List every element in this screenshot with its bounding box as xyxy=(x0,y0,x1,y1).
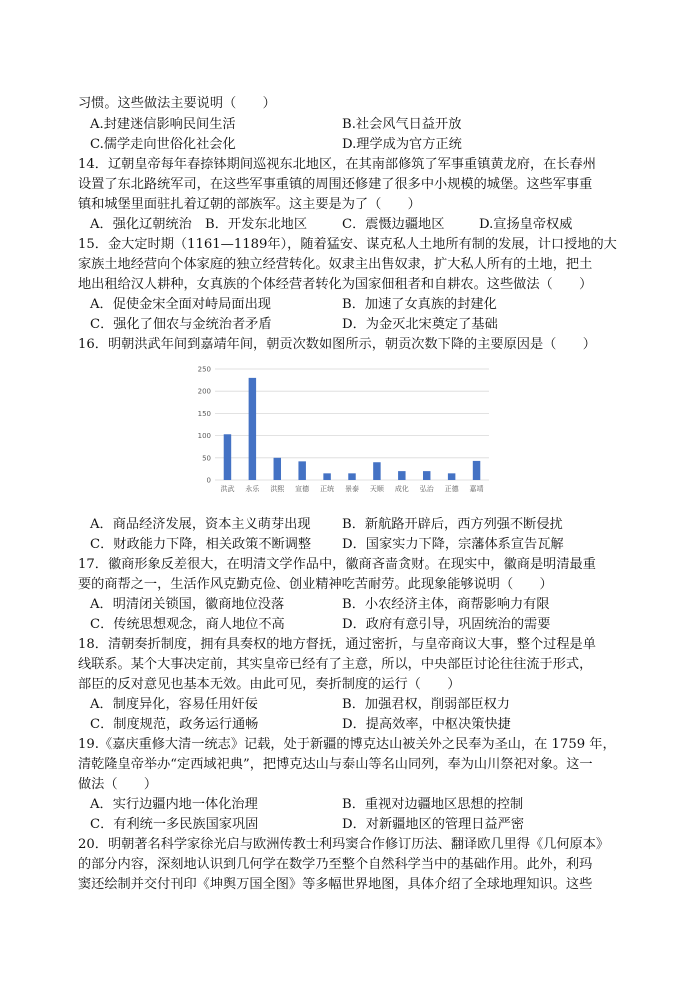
y-tick-label: 200 xyxy=(197,387,211,396)
y-tick-label: 50 xyxy=(202,454,211,463)
x-tick-label: 永乐 xyxy=(245,485,260,493)
q15-option-d: D．为金灭北宋奠定了基础 xyxy=(342,317,498,332)
tribute-bar-chart xyxy=(193,363,493,503)
bar xyxy=(448,473,455,480)
x-tick-label: 宣德 xyxy=(295,485,310,493)
q18-option-a: A．制度异化，容易任用奸佞 xyxy=(90,697,258,712)
q14-stem-line: 14．辽朝皇帝每年春捺钵期间巡视东北地区，在其南部修筑了军事重镇黄龙府，在长春州 xyxy=(78,157,596,172)
bar xyxy=(423,471,430,480)
q19-option-a: A．实行边疆内地一体化治理 xyxy=(90,797,258,812)
q14-option-c: C．震慑边疆地区 xyxy=(342,217,445,232)
bar xyxy=(323,473,330,480)
bar xyxy=(398,471,405,480)
q18-stem-line: 线联系。某个大事决定前，其实皇帝已经有了主意，所以，中央部臣讨论往往流于形式， xyxy=(78,657,593,672)
q15-stem-line: 15．金大定时期（1161—1189年），随着猛安、谋克私人土地所有制的发展，计口授地的大 xyxy=(78,237,617,252)
bar xyxy=(473,461,480,480)
q16-option-c: C．财政能力下降，相关政策不断调整 xyxy=(90,537,312,552)
q19-option-d: D．对新疆地区的管理日益严密 xyxy=(342,817,525,832)
q16-option-b: B．新航路开辟后，西方列强不断侵扰 xyxy=(342,517,563,532)
bar xyxy=(224,434,231,480)
q18-option-d: D．提高效率，中枢决策快捷 xyxy=(342,717,511,732)
q15-stem-line: 地出租给汉人耕种，女真族的个体经营者转化为国家佃租者和自耕农。这些做法（ ） xyxy=(78,277,593,292)
q16-option-a: A．商品经济发展，资本主义萌芽出现 xyxy=(90,517,311,532)
q19-stem-line: 19.《嘉庆重修大清一统志》记载，处于新疆的博克达山被关外之民奉为圣山，在 1759 年， xyxy=(78,737,616,752)
x-tick-label: 正统 xyxy=(320,485,335,493)
bar xyxy=(373,462,380,480)
q17-stem-line: 要的商帮之一，生活作风克勤克俭、创业精神吃苦耐劳。此现象能够说明（ ） xyxy=(78,577,553,592)
q18-stem-line: 18．清朝奏折制度，拥有具奏权的地方督抚，通过密折，与皇帝商议大事，整个过程是单 xyxy=(78,637,596,652)
q14-stem-line: 设置了东北路统军司，在这些军事重镇的周围还修建了很多中小规模的城堡。这些军事重 xyxy=(78,177,593,192)
y-tick-label: 0 xyxy=(206,476,211,485)
q14-option-b: B．开发东北地区 xyxy=(205,217,308,232)
x-tick-label: 景泰 xyxy=(345,485,359,493)
x-tick-label: 成化 xyxy=(394,485,409,493)
q19-option-c: C．有利统一多民族国家巩固 xyxy=(90,817,259,832)
q13-stem-tail: 习惯。这些做法主要说明（ ） xyxy=(78,96,276,111)
q20-stem-line: 20．明朝著名科学家徐光启与欧洲传教士利玛窦合作修订历法、翻译欧几里得《几何原本》 xyxy=(78,837,610,852)
q16-option-d: D．国家实力下降，宗藩体系宣告瓦解 xyxy=(342,537,564,552)
q19-stem-line: 清乾隆皇帝举办“定西域祀典”，把博克达山与泰山等名山同列，奉为山川祭祀对象。这一 xyxy=(78,757,593,772)
q16-stem-line: 16．明朝洪武年间到嘉靖年间，朝贡次数如图所示，朝贡次数下降的主要原因是（ ） xyxy=(78,337,596,352)
bar xyxy=(249,378,256,480)
q20-stem-line: 的部分内容，深刻地认识到几何学在数学乃至整个自然科学当中的基础作用。此外，利玛 xyxy=(78,857,593,872)
q15-option-c: C．强化了佃农与金统治者矛盾 xyxy=(90,317,272,332)
x-tick-label: 洪熙 xyxy=(270,485,285,493)
q13-option-d: D.理学成为官方正统 xyxy=(342,137,462,152)
q18-option-c: C．制度规范，政务运行通畅 xyxy=(90,717,259,732)
q15-option-a: A．促使金宋全面对峙局面出现 xyxy=(90,297,271,312)
q19-stem-line: 做法（ ） xyxy=(78,777,158,792)
y-tick-label: 250 xyxy=(197,365,211,374)
bar xyxy=(274,458,281,480)
y-tick-label: 100 xyxy=(197,432,211,441)
q20-stem-line: 窦还绘制并交付刊印《坤舆万国全图》等多幅世界地图，具体介绍了全球地理知识。这些 xyxy=(78,877,593,892)
q13-option-a: A.封建迷信影响民间生活 xyxy=(90,117,236,132)
x-tick-label: 洪武 xyxy=(220,485,235,493)
q19-option-b: B．重视对边疆地区思想的控制 xyxy=(342,797,524,812)
q14-stem-line: 镇和城堡里面驻扎着辽朝的部族军。这主要是为了（ ） xyxy=(78,197,421,212)
q15-option-b: B．加速了女真族的封建化 xyxy=(342,297,497,312)
y-tick-label: 150 xyxy=(197,409,211,418)
q17-option-d: D．政府有意引导，巩固统治的需要 xyxy=(342,617,551,632)
x-tick-label: 天顺 xyxy=(369,485,384,493)
q18-option-b: B．加强君权，削弱部臣权力 xyxy=(342,697,510,712)
q14-option-d: D.宣扬皇帝权威 xyxy=(479,217,573,232)
q13-option-c: C.儒学走向世俗化社会化 xyxy=(90,137,236,152)
q13-option-b: B.社会风气日益开放 xyxy=(342,117,462,132)
q17-stem-line: 17．徽商形象反差很大，在明清文学作品中，徽商吝啬贪财。在现实中，徽商是明清最重 xyxy=(78,557,596,572)
q17-option-c: C．传统思想观念，商人地位不高 xyxy=(90,617,285,632)
q15-stem-line: 家族土地经营向个体家庭的独立经营转化。奴隶主出售奴隶，扩大私人所有的土地，把土 xyxy=(78,257,593,272)
x-tick-label: 正德 xyxy=(444,485,459,493)
bar xyxy=(348,473,355,480)
bar xyxy=(298,461,305,480)
q18-stem-line: 部臣的反对意见也基本无效。由此可见，奏折制度的运行（ ） xyxy=(78,677,461,692)
q17-option-a: A．明清闭关锁国，徽商地位没落 xyxy=(90,597,285,612)
q17-option-b: B．小农经济主体，商帮影响力有限 xyxy=(342,597,550,612)
q14-option-a: A．强化辽朝统治 xyxy=(90,217,192,232)
x-tick-label: 嘉靖 xyxy=(469,485,484,493)
x-tick-label: 弘治 xyxy=(419,485,434,493)
